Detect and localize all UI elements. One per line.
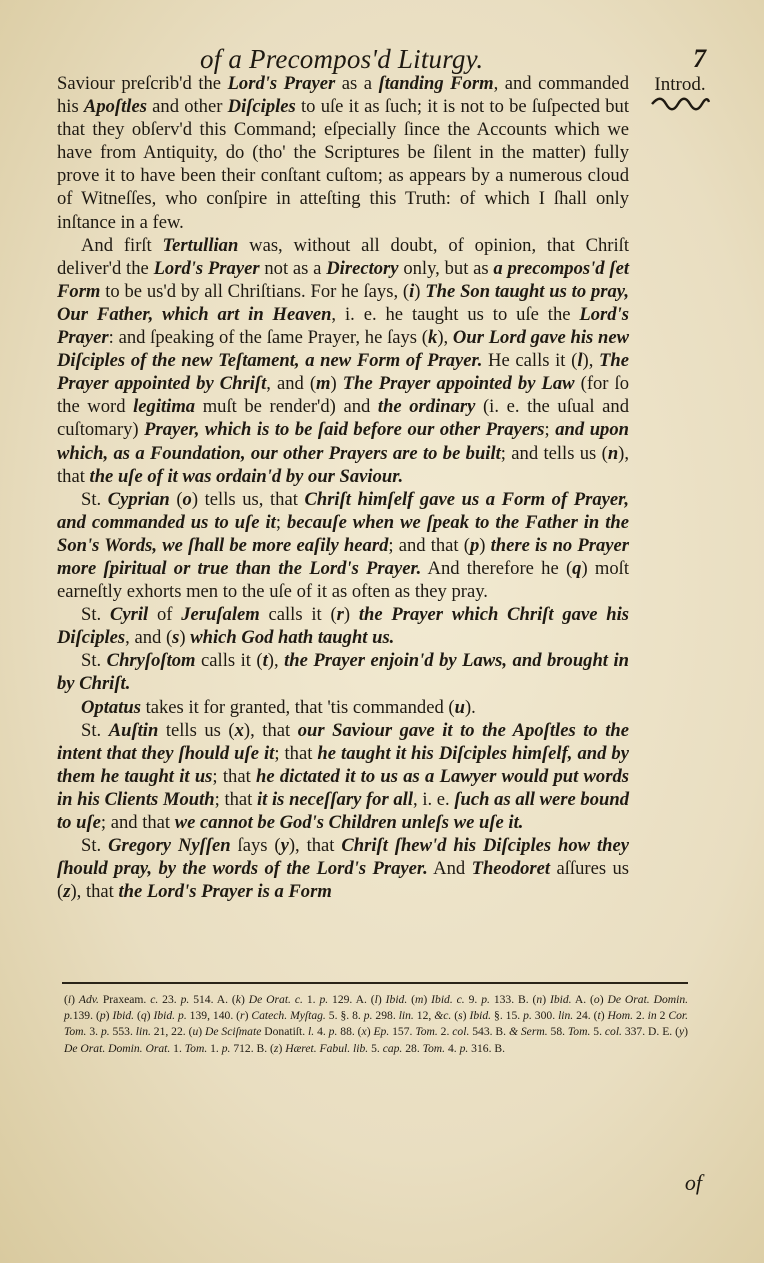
catchword: of — [684, 1170, 702, 1195]
flourish-ornament-icon — [650, 96, 710, 112]
body-paragraph: St. Auſtin tells us (x), that our Saviour gave it to the Apoſtles to the intent that they ſhould uſe it; that he taught it his Diſciples himſelf, and by them he taught it us; that he dictated it to us as a Lawyer would put words in his Clients Mouth; that it is neceſſary for all, i. e. ſuch as all were bound to uſe; and that we cannot be God's Children unleſs we uſe it. — [57, 719, 629, 833]
body-paragraph: Saviour preſcrib'd the Lord's Prayer as a ſtanding Form, and commanded his Apoſtles and other Diſciples to uſe it as ſuch; it is not to be ſuſpected but that they obſerv'd this Command; eſpecially ſince the Accounts which we have from Antiquity, do (tho' the Scriptures be ſilent in the matter) fully prove it to have been their conſtant cuſtom; as appears by a numerous cloud of Witneſſes, who conſpire in atteſting this Truth: of which I ſhall only inſtance in a few. — [57, 73, 629, 233]
body-paragraph: St. Gregory Nyſſen ſays (y), that Chriſt ſhew'd his Diſciples how they ſhould pray, by the words of the Lord's Prayer. And Theodoret aſſures us (z), that the Lord's Prayer is a Form — [57, 835, 629, 903]
page-number: 7 — [693, 44, 706, 73]
body-text — [57, 72, 629, 903]
footnote-rule — [62, 982, 688, 984]
body-paragraph: Optatus takes it for granted, that 'tis commanded (u). — [81, 696, 476, 718]
body-paragraph: And firſt Tertullian was, without all doubt, of opinion, that Chriſt deliver'd the Lord's Prayer not as a Directory only, but as a precompos'd ſet Form to be us'd by all Chriſtians. For he ſays, (i) The Son taught us to pray, Our Father, which art in Heaven, i. e. he taught us to uſe the Lord's Prayer: and ſpeaking of the ſame Prayer, he ſays (k), Our Lord gave his new Diſciples of the new Teſtament, a new Form of Prayer. He calls it (l), The Prayer appointed by Chriſt, and (m) The Prayer appointed by Law (for ſo the word legitima muſt be render'd) and the ordinary (i. e. the uſual and cuſtomary) Prayer, which is to be ſaid before our other Prayers; and upon which, as a Foundation, our other Prayers are to be built; and tells us (n), that the uſe of it was ordain'd by our Saviour. — [57, 234, 630, 487]
margin-note-label: Introd. — [654, 74, 706, 95]
running-head-title: of a Precompos'd Liturgy. — [200, 44, 484, 74]
margin-note — [650, 74, 710, 112]
body-paragraph: St. Cyril of Jeruſalem calls it (r) the Prayer which Chriſt gave his Diſciples, and (s) which God hath taught us. — [57, 604, 629, 649]
footnotes: (i) Adv. Praxeam. c. 23. p. 514. A. (k) De Orat. c. 1. p. 129. A. (l) Ibid. (m) Ibid. c. 9. p. 133. B. (n) Ibid. A. (o) De Orat. Domin. p.139. (p) Ibid. (q) Ibid. p. 139, 140. (r) Catech. Myſtag. 5. §. 8. p. 298. lin. 12, &c. (s) Ibid. §. 15. p. 300. lin. 24. (t) Hom. 2. in 2 Cor. Tom. 3. p. 553. lin. 21, 22. (u) De Sciſmate Donatiſt. l. 4. p. 88. (x) Ep. 157. Tom. 2. col. 543. B. & Serm. 58. Tom. 5. col. 337. D. E. (y) De Orat. Domin. Orat. 1. Tom. 1. p. 712. B. (z) Hæret. Fabul. lib. 5. cap. 28. Tom. 4. p. 316. B. — [64, 993, 689, 1055]
body-paragraph: St. Chryſoſtom calls it (t), the Prayer enjoin'd by Laws, and brought in by Chriſt. — [57, 650, 629, 695]
body-paragraph: St. Cyprian (o) tells us, that Chriſt himſelf gave us a Form of Prayer, and commanded us to uſe it; becauſe when we ſpeak to the Father in the Son's Words, we ſhall be more eaſily heard; and that (p) there is no Prayer more ſpiritual or true than the Lord's Prayer. And therefore he (q) moſt earneſtly exhorts men to the uſe of it as often as they pray. — [57, 488, 630, 603]
